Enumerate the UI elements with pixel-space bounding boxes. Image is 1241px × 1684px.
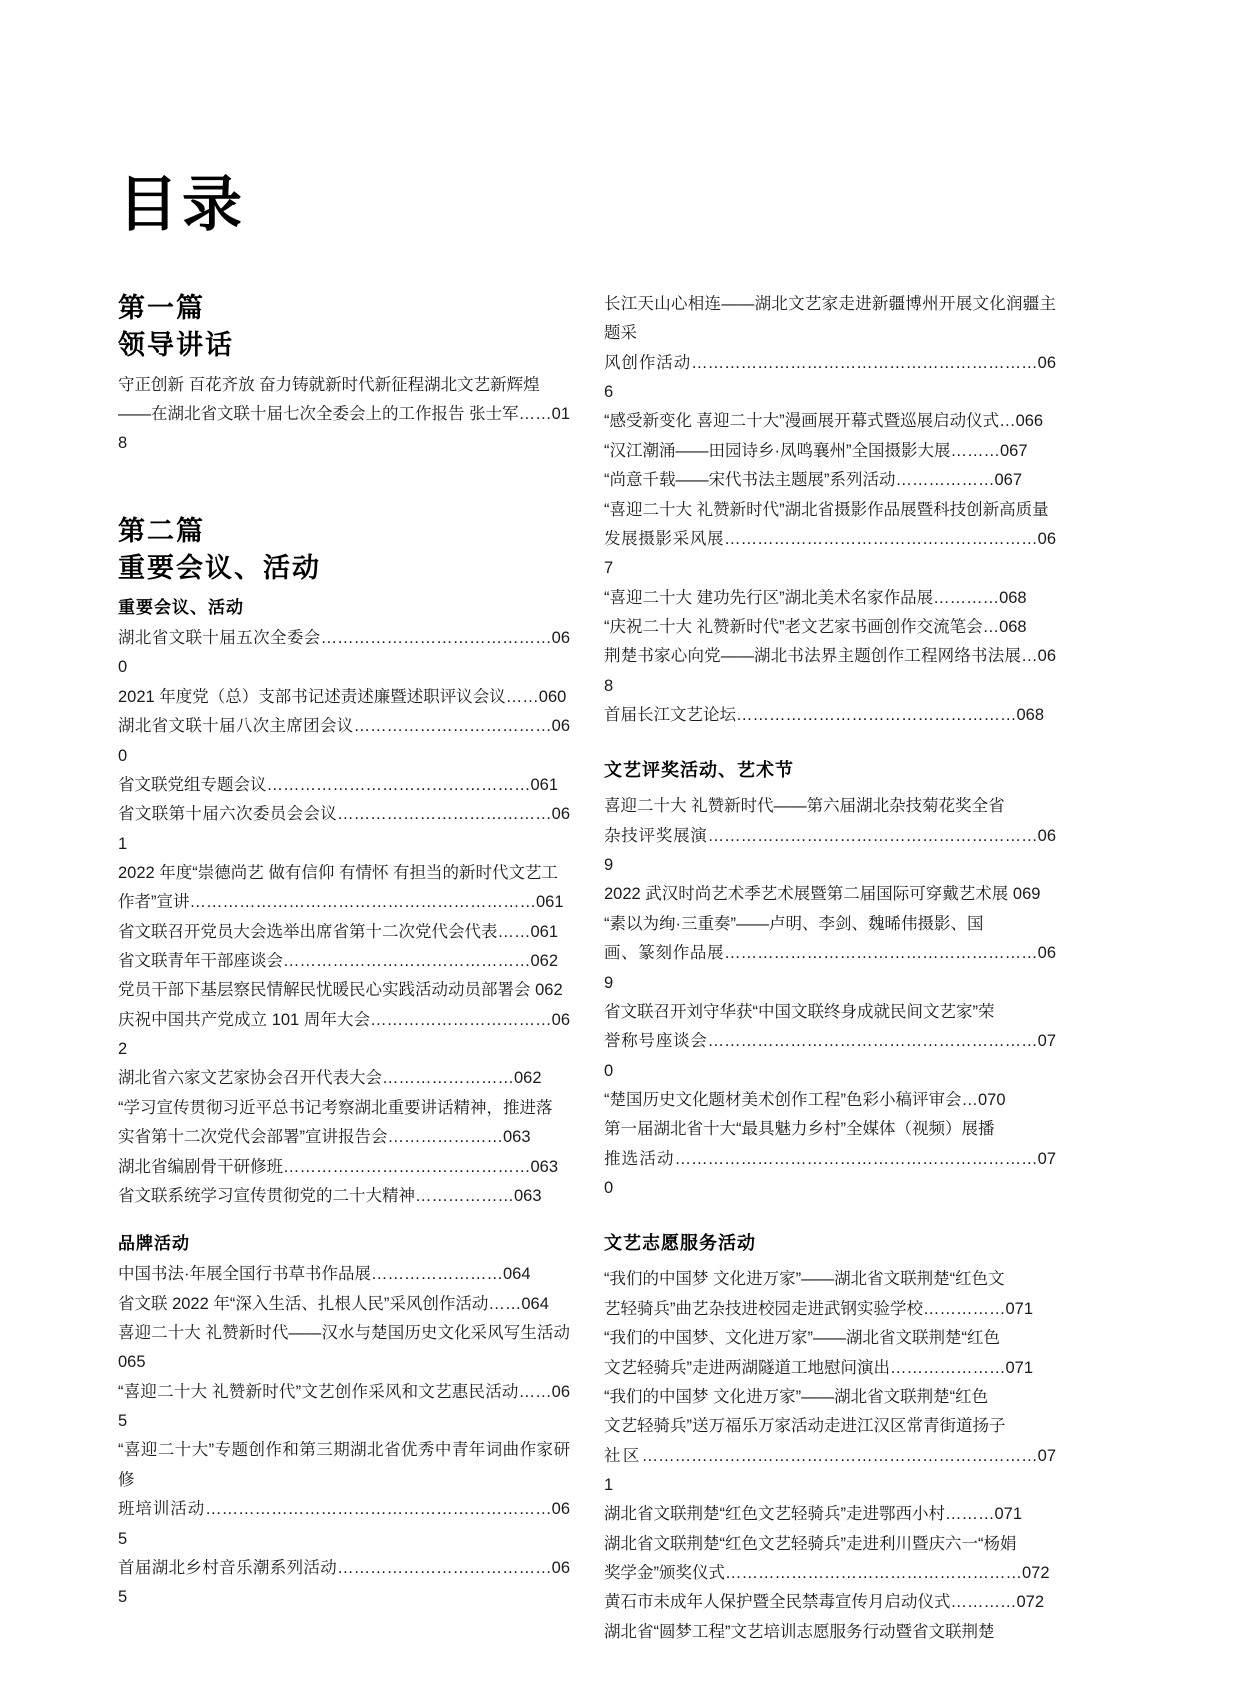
toc-entry-text: 湖北省文联十届五次全委会 [118,629,321,648]
toc-entry-dots: ……………………………………… [283,1157,531,1176]
toc-entry[interactable] [604,939,1056,998]
toc-entry[interactable] [604,1354,1056,1383]
part-one-heading [118,290,570,365]
toc-entry-page: 062 [514,1069,542,1088]
toc-entry[interactable] [604,792,1056,821]
toc-entry-page: 069 [604,826,1056,875]
toc-entry[interactable] [118,624,570,683]
toc-entry-text: “庆祝二十大 礼赞新时代”老文艺家书画创作交流笔会 [604,617,983,636]
toc-entry[interactable] [604,1618,1056,1647]
toc-entry[interactable] [118,1495,570,1554]
toc-entry-text: 省文联召开党员大会选举出席省第十二次党代会代表 [118,922,498,941]
toc-entry-dots: … [982,617,1000,636]
toc-entry-page: 069 [1012,885,1041,904]
toc-entry-text: 作者”宣讲 [118,893,190,912]
toc-entry-dots: ……………………………………… [283,952,531,971]
part-two-number: 第二篇 [118,515,205,546]
subsection-heading-meetings: 重要会议、活动 [118,598,244,618]
toc-entry-page: 063 [514,1186,542,1205]
toc-entry[interactable] [118,1260,570,1289]
toc-entry-dots: …………………………………………… [736,706,1017,725]
toc-entry[interactable] [118,888,570,917]
toc-entry-text: 推选活动 [604,1149,675,1168]
toc-entry-dots: ……………… [895,471,995,490]
toc-entry[interactable] [118,918,570,947]
toc-entry[interactable] [604,1442,1056,1501]
toc-entry-text: “我们的中国梦 文化进万家”——湖北省文联荆楚“红色文 [604,1270,1005,1289]
toc-entry[interactable] [604,910,1056,939]
toc-entry-page: 060 [538,687,567,706]
toc-entry-dots: ……………………………………………………………… [641,1446,1038,1465]
toc-entry-dots: ………………………………………………… [724,529,1038,548]
toc-entry-text: 文艺轻骑兵”走进两湖隧道工地慰问演出 [604,1358,890,1377]
toc-entry[interactable] [604,1559,1056,1588]
toc-entry-text: 湖北省编剧骨干研修班 [118,1157,283,1176]
toc-entry-dots: …………………… [371,1265,503,1284]
toc-entry-text: “汉江潮涌——田园诗乡·凤鸣襄州”全国摄影大展 [604,441,951,460]
toc-entry[interactable] [604,290,1056,349]
toc-entry-text: 喜迎二十大 礼赞新时代——第六届湖北杂技菊花奖全省 [604,797,1005,816]
toc-entry-page: 065 [118,1558,570,1607]
toc-entry[interactable] [604,1412,1056,1441]
toc-entry-dots: ………………… [890,1358,1006,1377]
toc-entry-page: 065 [118,1353,146,1372]
toc-entry-dots: ……………… [415,1186,514,1205]
toc-entry[interactable] [118,712,570,771]
toc-entry-page: 062 [118,1010,570,1059]
toc-entry[interactable] [118,1123,570,1152]
toc-entry[interactable] [118,1094,570,1123]
toc-entry[interactable] [604,1265,1056,1294]
toc-entry-page: 060 [118,717,570,765]
toc-entry-text: 奖学金”颁奖仪式 [604,1564,725,1583]
toc-columns [118,290,1123,1641]
toc-entry[interactable] [118,1006,570,1065]
toc-entry-dots: …………………… [382,1069,514,1088]
toc-entry-text: 省文联党组专题会议 [118,775,267,794]
toc-entry-page: 063 [530,1157,559,1176]
toc-entry-text: 湖北省“圆梦工程”文艺培训志愿服务行动暨省文联荆楚 [604,1622,995,1641]
toc-entry[interactable] [604,496,1056,525]
toc-entry-dots: ……………………………………………… [725,1564,1022,1583]
toc-entry-page: 060 [118,629,570,677]
toc-entry-text: “喜迎二十大 礼赞新时代”文艺创作采风和文艺惠民活动 [118,1382,519,1401]
toc-entry-page: 018 [118,404,570,453]
toc-entry[interactable] [118,371,570,400]
toc-entry-dots: ……………………………………………………… [691,353,1038,372]
toc-entry[interactable] [118,1153,570,1182]
toc-entry-dots: …………………………………………………… [707,826,1038,845]
toc-entry-dots: …… [497,922,531,941]
section-spacer [118,459,570,513]
toc-entry-dots: ……………………………………………………… [189,893,536,912]
toc-entry-text: 艺轻骑兵”曲艺杂技进校园走进武钢实验学校 [604,1299,923,1318]
toc-entry[interactable] [604,613,1056,642]
toc-entry-dots: ………………………………………… [266,775,531,794]
toc-entry-dots: …… [505,687,539,706]
toc-entry[interactable] [604,1324,1056,1353]
toc-entry-page: 065 [118,1382,570,1431]
toc-entry-text: 2022 武汉时尚艺术季艺术展暨第二届国际可穿戴艺术展 [604,885,1009,904]
toc-entry-page: 061 [118,805,570,853]
toc-entry-text: 2022 年度“崇德尚艺 做有信仰 有情怀 有担当的新时代文艺工 [118,863,559,882]
toc-entry-text: “尚意千载——宋代书法主题展”系列活动 [604,471,896,490]
toc-entry[interactable] [604,701,1056,730]
toc-entry-text: 第一届湖北省十大“最具魅力乡村”全媒体（视频）展播 [604,1120,995,1139]
toc-entry-page: 072 [1022,1564,1050,1583]
toc-entry[interactable] [118,1290,570,1319]
toc-entry-text: 誉称号座谈会 [604,1032,708,1051]
toc-entry[interactable] [604,998,1056,1027]
toc-entry-dots: ……………………………………………………… [205,1500,552,1519]
toc-entry-page: 068 [999,617,1027,636]
toc-entry-page: 070 [604,1032,1056,1080]
toc-entry-dots: ………… [933,588,1000,607]
toc-entry-dots: …………………………… [370,1010,552,1029]
toc-entry-dots: ………………………………………………… [724,944,1038,963]
toc-entry-text: “喜迎二十大”专题创作和第三期湖北省优秀中青年词曲作家研修 [118,1441,570,1489]
toc-entry-text: 文艺轻骑兵”送万福乐万家活动走进江汉区常青街道扬子 [604,1417,1006,1436]
toc-entry-text: 杂技评奖展演 [604,826,708,845]
toc-entry[interactable] [118,400,570,459]
toc-entry-page: 064 [521,1294,549,1313]
toc-entry-dots: … [961,1090,978,1109]
toc-entry[interactable] [118,1182,570,1211]
toc-entry-page: 061 [536,893,564,912]
toc-entry-dots: ……… [945,1505,995,1524]
toc-entry-dots: …………………………………………………… [707,1032,1038,1051]
toc-entry[interactable] [604,1086,1056,1115]
toc-entry-page: 063 [503,1128,531,1147]
toc-entry-text: 荆楚书家心向党——湖北书法界主题创作工程网络书法展 [604,647,1022,666]
toc-entry-dots: ………………………………………………………… [674,1149,1038,1168]
toc-entry-dots: …………… [923,1299,1006,1318]
toc-entry-text: “我们的中国梦 文化进万家”——湖北省文联荆楚“红色 [604,1387,989,1406]
toc-entry-page: 066 [1015,412,1044,431]
toc-entry-page: 067 [999,441,1028,460]
toc-entry-dots: …… [488,1294,522,1313]
toc-entry-dots: ………………… [387,1128,503,1147]
toc-entry-page: 067 [994,471,1023,490]
toc-entry-dots: … [1021,647,1038,666]
toc-entry[interactable] [604,1530,1056,1559]
toc-entry-text: 湖北省文联十届八次主席团会议 [118,717,354,736]
subsection-heading-brand-activities: 品牌活动 [118,1234,190,1254]
toc-entry-dots: …………………………………… [320,629,552,648]
toc-entry[interactable] [118,1436,570,1495]
toc-entry-text: 省文联青年干部座谈会 [118,952,283,971]
toc-entry[interactable] [604,1383,1056,1412]
toc-entry-text: 庆祝中国共产党成立 101 周年大会 [118,1010,371,1029]
toc-entry-text: 守正创新 百花齐放 奋力铸就新时代新征程湖北文艺新辉煌 [118,375,540,394]
toc-entry-dots: …… [518,1382,552,1401]
section-heading-volunteer: 文艺志愿服务活动 [604,1233,756,1254]
toc-entry-page: 071 [1005,1299,1034,1318]
toc-entry-text: 画、篆刻作品展 [604,944,725,963]
toc-entry-text: “喜迎二十大 礼赞新时代”湖北省摄影作品展暨科技创新高质量 [604,500,1049,519]
toc-entry[interactable] [604,1588,1056,1617]
toc-entry[interactable] [604,525,1056,584]
toc-entry[interactable] [118,1554,570,1613]
toc-entry-dots: ……… [950,441,1000,460]
toc-entry-text: 省文联第十届六次委员会会议 [118,805,338,824]
toc-entry-text: “学习宣传贯彻习近平总书记考察湖北重要讲话精神，推进落 [118,1098,553,1117]
toc-entry-text: 2021 年度党（总）支部书记述责述廉暨述职评议会议 [118,687,506,706]
toc-entry-text: 中国书法·年展全国行书草书作品展 [118,1265,371,1284]
toc-entry-page: 068 [604,647,1056,695]
toc-entry-text: 湖北省六家文艺家协会召开代表大会 [118,1069,382,1088]
toc-entry-page: 069 [604,944,1056,992]
toc-entry[interactable] [118,683,570,712]
toc-entry-dots: ……………………………… [353,717,552,736]
toc-entry[interactable] [118,1319,570,1378]
toc-entry-text: 实省第十二次党代会部署”宣讲报告会 [118,1128,388,1147]
toc-entry-page: 065 [118,1500,570,1548]
toc-entry[interactable] [118,800,570,859]
part-one-number: 第一篇 [118,293,205,323]
toc-entry-text: 长江天山心相连——湖北文艺家走进新疆博州开展文化润疆主题采 [604,295,1056,343]
toc-entry-page: 066 [604,353,1056,402]
toc-entry[interactable] [604,407,1056,436]
toc-entry[interactable] [604,642,1056,701]
toc-entry-text: 湖北省文联荆楚“红色文艺轻骑兵”走进鄂西小村 [604,1505,945,1524]
toc-entry-text: 社区 [604,1446,642,1465]
toc-entry-dots: ………… [950,1593,1017,1612]
section-heading-awards: 文艺评奖活动、艺术节 [604,760,794,781]
toc-entry-page: 072 [1016,1593,1045,1612]
toc-entry-text: 省文联系统学习宣传贯彻党的二十大精神 [118,1186,415,1205]
toc-entry[interactable] [118,859,570,888]
toc-entry-page: 062 [535,981,563,1000]
toc-entry-page: 070 [604,1149,1056,1198]
toc-entry[interactable] [118,1064,570,1093]
toc-entry-page: 064 [503,1265,531,1284]
toc-entry-page: 070 [978,1090,1006,1109]
part-one-name: 领导讲话 [118,330,234,361]
toc-entry[interactable] [604,822,1056,881]
toc-entry-page: 067 [604,529,1056,578]
toc-entry-dots: …… [518,404,552,423]
toc-entry[interactable] [604,437,1056,466]
toc-entry[interactable] [604,466,1056,495]
toc-entry-text: 省文联召开刘守华获“中国文联终身成就民间文艺家”荣 [604,1002,995,1021]
toc-entry-text: 首届长江文艺论坛 [604,706,736,725]
toc-entry[interactable] [604,1295,1056,1324]
toc-entry-page: 071 [604,1446,1056,1494]
toc-entry-text: “楚国历史文化题材美术创作工程”色彩小稿评审会 [604,1090,962,1109]
toc-entry[interactable] [604,349,1056,408]
toc-entry-page: 071 [994,1505,1023,1524]
toc-entry-dots: ………………………………… [337,805,552,824]
toc-entry-text: 班培训活动 [118,1500,206,1519]
toc-column-right [604,290,1056,1647]
toc-entry-text: 湖北省文联荆楚“红色文艺轻骑兵”走进利川暨庆六一“杨娟 [604,1534,1017,1553]
toc-entry[interactable] [118,976,570,1005]
toc-entry-page: 061 [530,922,559,941]
toc-entry[interactable] [604,1027,1056,1086]
toc-entry[interactable] [604,880,1056,909]
toc-entry-page: 068 [999,588,1027,607]
toc-entry[interactable] [604,1145,1056,1204]
toc-entry-text: 首届湖北乡村音乐潮系列活动 [118,1558,338,1577]
toc-entry-dots: … [999,412,1016,431]
toc-entry-text: 喜迎二十大 礼赞新时代——汉水与楚国历史文化采风写生活动 [118,1323,570,1342]
page-title: 目录 [118,171,246,238]
toc-entry-text: “我们的中国梦、文化进万家”——湖北省文联荆楚“红色 [604,1329,1000,1348]
toc-entry-text: ——在湖北省文联十届七次全委会上的工作报告 张士军 [118,404,519,423]
toc-entry[interactable] [118,1378,570,1437]
toc-entry[interactable] [118,947,570,976]
toc-entry[interactable] [118,771,570,800]
toc-entry-page: 068 [1016,706,1045,725]
toc-entry-text: 党员干部下基层察民情解民忧暖民心实践活动动员部署会 [118,981,531,1000]
toc-entry-text: 风创作活动 [604,353,692,372]
toc-column-left [118,290,570,1613]
toc-entry-text: 黄石市未成年人保护暨全民禁毒宣传月启动仪式 [604,1593,951,1612]
toc-entry-text: 发展摄影采风展 [604,529,725,548]
part-two-heading [118,513,570,588]
toc-entry-text: “素以为绚·三重奏”——卢明、李剑、魏晞伟摄影、国 [604,914,984,933]
toc-entry[interactable] [604,1500,1056,1529]
toc-entry-page: 062 [530,952,559,971]
toc-entry-text: 省文联 2022 年“深入生活、扎根人民”采风创作活动 [118,1294,489,1313]
part-two-name: 重要会议、活动 [118,552,321,583]
toc-entry-text: “喜迎二十大 建功先行区”湖北美术名家作品展 [604,588,934,607]
toc-entry-page: 061 [530,775,559,794]
toc-entry[interactable] [604,1115,1056,1144]
toc-entry-dots: ………………………………… [337,1558,552,1577]
toc-entry-page: 071 [1005,1358,1034,1377]
toc-entry-text: “感受新变化 喜迎二十大”漫画展开幕式暨巡展启动仪式 [604,412,1000,431]
toc-entry[interactable] [604,584,1056,613]
